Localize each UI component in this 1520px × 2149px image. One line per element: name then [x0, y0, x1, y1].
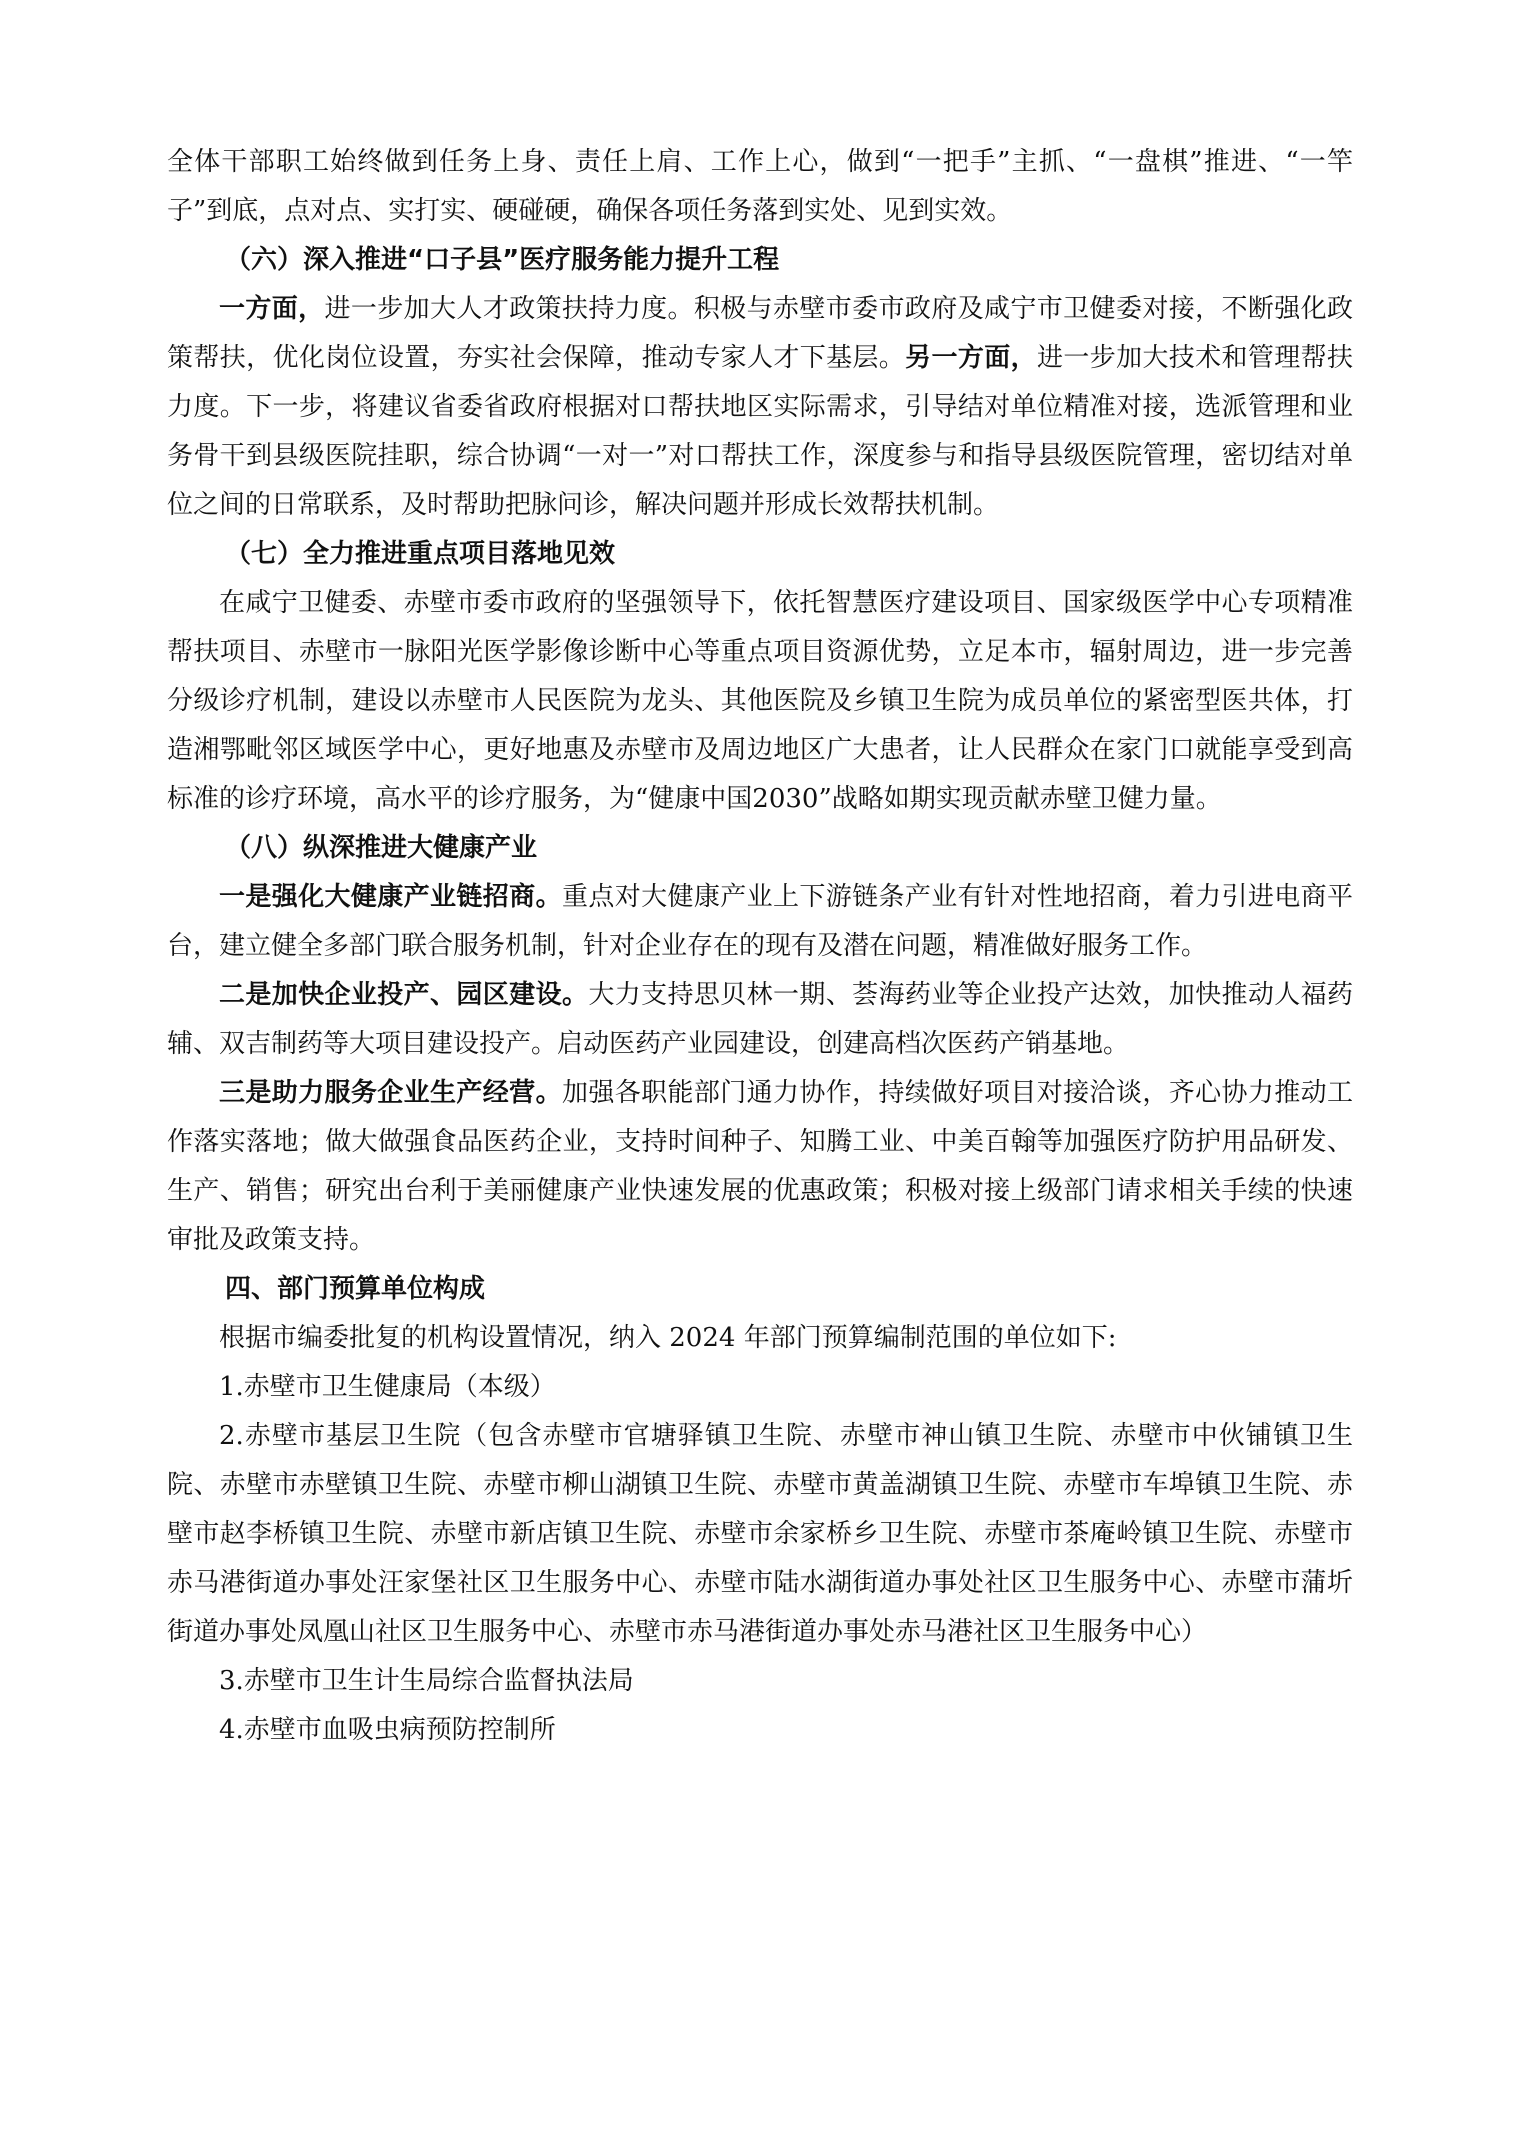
paragraph-7: 在咸宁卫健委、赤壁市委市政府的坚强领导下，依托智慧医疗建设项目、国家级医学中心专项精准帮扶项目、赤壁市一脉阳光医学影像诊断中心等重点项目资源优势，立足本市，辐射周边，进一步完善分级诊疗机制，建设以赤壁市人民医院为龙头、其他医院及乡镇卫生院为成员单位的紧密型医共体，打造湘鄂毗邻区域医学中心，更好地惠及赤壁市及周边地区广大患者，让人民群众在家门口就能享受到高标准的诊疗环境，高水平的诊疗服务，为“健康中国2030”战略如期实现贡献赤壁卫健力量。 — [167, 588, 1353, 814]
paragraph-6-text-1: 进一步加大人才政策扶持力度。积极与赤壁市委市政府及咸宁市卫健委对接，不断强化政策帮扶，优化岗位设置，夯实社会保障，推动专家人才下基层。 — [167, 294, 1353, 373]
document-body — [167, 138, 1353, 1755]
lead-phrase-1: 一方面， — [219, 294, 325, 324]
paragraph-6-text-2: 进一步加大技术和管理帮扶力度。下一步，将建议省委省政府根据对口帮扶地区实际需求，引导结对单位精准对接，选派管理和业务骨干到县级医院挂职，综合协调“一对一”对口帮扶工作，深度参与和指导县级医院管理，密切结对单位之间的日常联系，及时帮助把脉问诊，解决问题并形成长效帮扶机制。 — [167, 343, 1353, 520]
paragraph-8b — [167, 971, 1353, 1069]
paragraph-8c-text: 加强各职能部门通力协作，持续做好项目对接洽谈，齐心协力推动工作落实落地；做大做强食品医药企业，支持时间种子、知腾工业、中美百翰等加强医疗防护用品研发、生产、销售；研究出台利于美丽健康产业快速发展的优惠政策；积极对接上级部门请求相关手续的快速审批及政策支持。 — [167, 1078, 1353, 1255]
section-heading-8: （八）纵深推进大健康产业 — [225, 833, 538, 863]
section-heading-6: （六）深入推进“口子县”医疗服务能力提升工程 — [225, 245, 780, 275]
lead-phrase-8a: 一是强化大健康产业链招商。 — [219, 882, 562, 912]
paragraph-8c — [167, 1069, 1353, 1265]
lead-phrase-8b: 二是加快企业投产、园区建设。 — [219, 980, 589, 1010]
paragraph-continuation: 全体干部职工始终做到任务上身、责任上肩、工作上心，做到“一把手”主抓、“一盘棋”推进、“一竿子”到底，点对点、实打实、硬碰硬，确保各项任务落到实处、见到实效。 — [167, 147, 1353, 226]
units-intro: 根据市编委批复的机构设置情况，纳入 2024 年部门预算编制范围的单位如下: — [219, 1323, 1117, 1353]
paragraph-6 — [167, 285, 1353, 530]
paragraph-8b-text: 大力支持思贝林一期、荟海药业等企业投产达效，加快推动人福药辅、双吉制药等大项目建设投产。启动医药产业园建设，创建高档次医药产销基地。 — [167, 980, 1353, 1059]
unit-item-2: 2.赤壁市基层卫生院（包含赤壁市官塘驿镇卫生院、赤壁市神山镇卫生院、赤壁市中伙铺镇卫生院、赤壁市赤壁镇卫生院、赤壁市柳山湖镇卫生院、赤壁市黄盖湖镇卫生院、赤壁市车埠镇卫生院、赤壁市赵李桥镇卫生院、赤壁市新店镇卫生院、赤壁市余家桥乡卫生院、赤壁市茶庵岭镇卫生院、赤壁市赤马港街道办事处汪家堡社区卫生服务中心、赤壁市陆水湖街道办事处社区卫生服务中心、赤壁市蒲圻街道办事处凤凰山社区卫生服务中心、赤壁市赤马港街道办事处赤马港社区卫生服务中心） — [167, 1421, 1353, 1647]
lead-phrase-2: 另一方面， — [905, 343, 1037, 373]
section-heading-7: （七）全力推进重点项目落地见效 — [225, 539, 616, 569]
paragraph-8a-text: 重点对大健康产业上下游链条产业有针对性地招商，着力引进电商平台，建立健全多部门联合服务机制，针对企业存在的现有及潜在问题，精准做好服务工作。 — [167, 882, 1353, 961]
lead-phrase-8c: 三是助力服务企业生产经营。 — [219, 1078, 562, 1108]
unit-item-4: 4.赤壁市血吸虫病预防控制所 — [219, 1715, 556, 1745]
section-heading-4: 四、部门预算单位构成 — [225, 1274, 486, 1304]
unit-item-1: 1.赤壁市卫生健康局（本级） — [219, 1372, 556, 1402]
unit-item-3: 3.赤壁市卫生计生局综合监督执法局 — [219, 1666, 634, 1696]
paragraph-8a — [167, 873, 1353, 971]
